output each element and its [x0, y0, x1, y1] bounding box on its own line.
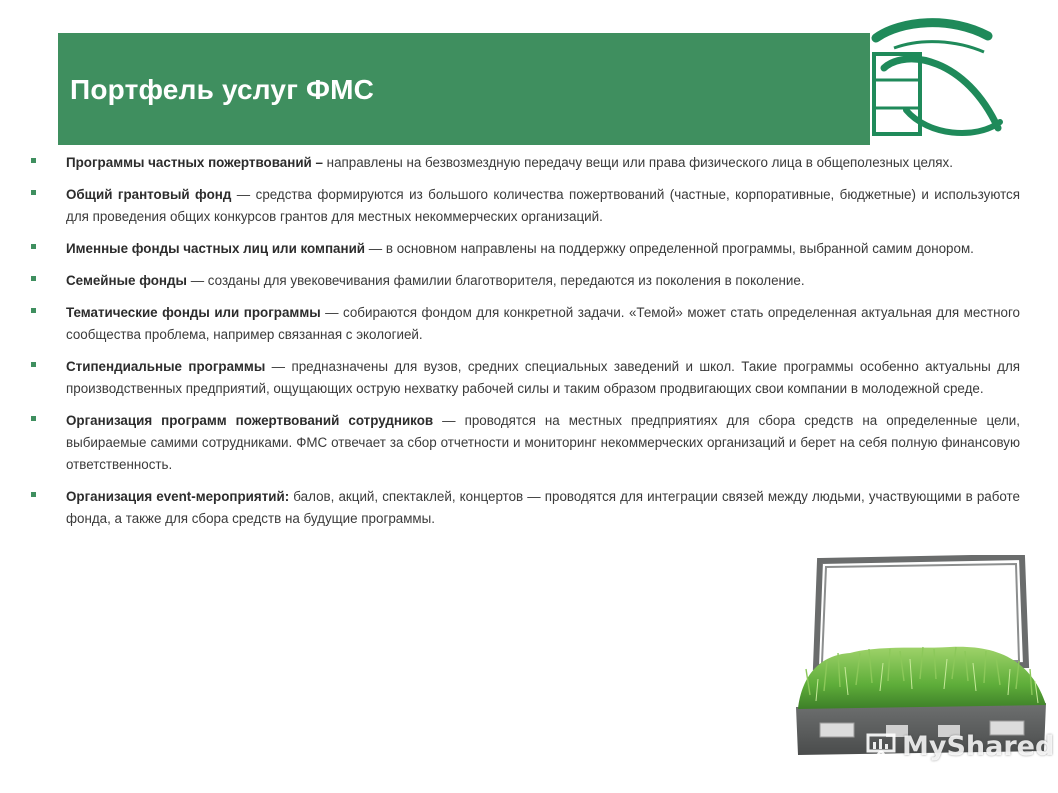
square-bullet-icon	[31, 190, 36, 195]
item-term: Именные фонды частных лиц или компаний	[66, 241, 366, 256]
item-text	[66, 356, 1020, 400]
item-text	[66, 270, 1020, 292]
list-item	[30, 238, 1020, 260]
list-item	[30, 302, 1020, 346]
square-bullet-icon	[31, 308, 36, 313]
square-bullet-icon	[31, 416, 36, 421]
item-term: Стипендиальные программы	[66, 359, 266, 374]
item-term: Программы частных пожертвований –	[66, 155, 323, 170]
list-item	[30, 356, 1020, 400]
item-description: — в основном направлены на поддержку определенной программы, выбранной самим донором.	[365, 241, 974, 256]
watermark-text: MyShared	[902, 730, 1055, 762]
slide-title: Портфель услуг ФМС	[70, 74, 375, 105]
item-description: — средства формируются из большого количества пожертвований (частные, корпоративные, бюджетные) и используются для проведения общих конкурсов грантов для местных некоммерческих организаций.	[66, 187, 1020, 224]
square-bullet-icon	[31, 244, 36, 249]
list-item	[30, 270, 1020, 292]
item-description: — собираются фондом для конкретной задачи. «Темой» может стать определенная актуальная для местного сообщества проблема, например связанная с экологией.	[66, 305, 1020, 342]
item-description: — созданы для увековечивания фамилии благотворителя, передаются из поколения в поколение.	[186, 273, 805, 288]
services-list	[30, 152, 1020, 540]
square-bullet-icon	[31, 492, 36, 497]
title-banner	[58, 33, 870, 145]
square-bullet-icon	[31, 362, 36, 367]
item-text	[66, 302, 1020, 346]
item-term: Общий грантовый фонд	[66, 187, 232, 202]
item-term: Организация event-мероприятий:	[66, 489, 290, 504]
item-description: балов, акций, спектаклей, концертов — проводятся для интеграции связей между людьми, участвующими в работе фонда, а также для сбора средств на будущие программы.	[66, 489, 1020, 526]
list-item	[30, 184, 1020, 228]
item-text	[66, 184, 1020, 228]
item-text	[66, 410, 1020, 476]
item-description: — проводятся на местных предприятиях для сбора средств на определенные цели, выбираемые самими сотрудниками. ФМС отвечает за сбор отчетности и мониторинг некоммерческих организаций и берет на себя полную финансовую ответственность.	[66, 413, 1020, 472]
fms-logo-icon	[866, 18, 1004, 142]
presentation-board-icon	[866, 733, 896, 759]
list-item	[30, 410, 1020, 476]
item-term: Тематические фонды или программы	[66, 305, 321, 320]
list-item	[30, 486, 1020, 530]
item-text	[66, 238, 1020, 260]
square-bullet-icon	[31, 276, 36, 281]
item-text	[66, 152, 1020, 174]
watermark	[866, 728, 1054, 764]
item-term: Семейные фонды	[66, 273, 187, 288]
square-bullet-icon	[31, 158, 36, 163]
item-description: направлены на безвозмездную передачу вещи или права физического лица в общеполезных целях.	[322, 155, 953, 170]
item-description: — предназначены для вузов, средних специальных заведений и школ. Такие программы особенно актуальны для производственных предприятий, ощущающих острую нехватку рабочей силы и таким образом продвигающих свои компании в молодежной среде.	[66, 359, 1021, 396]
item-text	[66, 486, 1020, 530]
list-item	[30, 152, 1020, 174]
item-term: Организация программ пожертвований сотрудников	[66, 413, 434, 428]
